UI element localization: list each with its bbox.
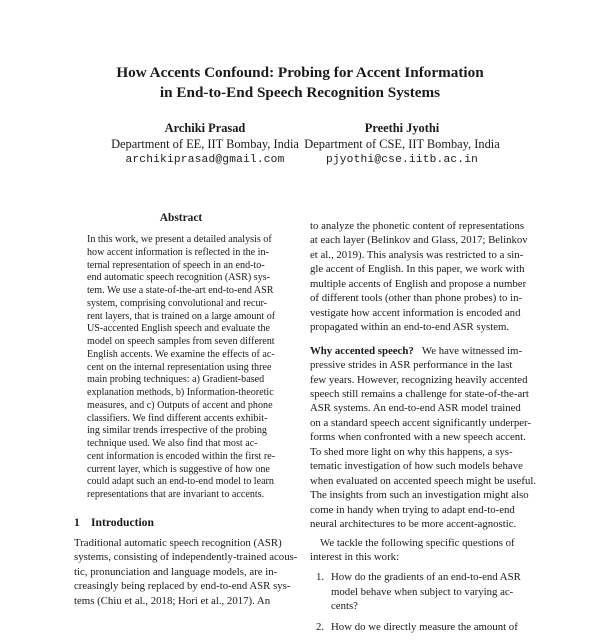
- body-line: The insights from such an investigation might also: [310, 489, 529, 502]
- introduction-line: systems, consisting of independently-trained acous-: [74, 551, 298, 564]
- abstract-body: [87, 234, 278, 502]
- abstract-line: representations that are invariant to accents.: [87, 489, 265, 500]
- questions-intro-paragraph: [310, 536, 530, 565]
- introduction-line: creasingly being replaced by end-to-end ASR sys-: [74, 580, 291, 593]
- abstract-line: rent layers, that is trained on a large amount of: [87, 310, 276, 322]
- body-line: To shed more light on why this happens, a sys-: [310, 445, 513, 458]
- body-line: on a standard speech accent significantly underper-: [310, 416, 532, 429]
- abstract-line: cent on the internal representation using three: [87, 361, 272, 373]
- introduction-heading: [74, 516, 288, 530]
- body-line: speech still remains a challenge for state-of-the-art: [310, 387, 529, 400]
- section-number: 1: [74, 515, 80, 529]
- section-title: Introduction: [91, 515, 154, 529]
- body-line: ASR systems. An end-to-end ASR model trained: [310, 402, 521, 415]
- abstract-line: ternal representation of speech in an end-to-: [87, 259, 265, 271]
- abstract-line: ing similar trends irrespective of the probing: [87, 425, 267, 437]
- abstract-line: how accent information is reflected in the in-: [87, 246, 269, 258]
- abstract-heading: Abstract: [159, 212, 203, 224]
- body-line: We tackle the following specific questions of: [320, 536, 515, 549]
- paper-title-line-2: in End-to-End Speech Recognition Systems: [159, 84, 441, 101]
- abstract-line: English accents. We examine the effects of ac-: [87, 348, 275, 360]
- body-line: forms when confronted with a new speech accent.: [310, 431, 526, 444]
- body-line: et al., 2019). This analysis was restricted to a sin-: [310, 248, 524, 261]
- questions-list: [310, 570, 530, 634]
- author-email[interactable]: archikiprasad@gmail.com: [125, 154, 285, 166]
- abstract-line: US-accented English speech and evaluate the: [87, 323, 271, 335]
- list-item: [310, 620, 530, 634]
- abstract-line: cent information is encoded within the first re-: [87, 450, 276, 462]
- body-line: come in handy when trying to adapt end-to-end: [310, 503, 515, 516]
- body-line: propagated within an end-to-end ASR system.: [310, 321, 510, 334]
- abstract-line: end automatic speech recognition (ASR) sys-: [87, 272, 271, 284]
- abstract-line: tem. We use a state-of-the-art end-to-end ASR: [87, 285, 274, 296]
- abstract-line: model on speech samples from seven different: [87, 336, 275, 347]
- author-block-1: [100, 120, 310, 168]
- list-item-line: How do the gradients of an end-to-end ASR: [331, 571, 521, 584]
- body-line: at each layer (Belinkov and Glass, 2017; Belinkov: [310, 234, 528, 247]
- abstract-line: In this work, we present a detailed analysis of: [87, 234, 272, 245]
- introduction-line: tic, pronunciation and language models, are in-: [74, 565, 278, 578]
- abstract-line: main probing techniques: a) Gradient-based: [87, 374, 265, 386]
- body-line: vestigate how accent information is encoded and: [310, 306, 521, 319]
- body-line: multiple accents of English and propose a number: [310, 277, 527, 290]
- body-text: We have witnessed im-: [421, 344, 523, 357]
- author-name: Preethi Jyothi: [364, 121, 440, 135]
- body-line: few years. However, recognizing heavily accented: [310, 373, 528, 386]
- list-marker: 2.: [316, 620, 325, 633]
- body-line: of different tools (other than phone probes) to in-: [310, 292, 523, 305]
- body-line: pressive strides in ASR performance in the last: [310, 359, 513, 372]
- body-line: neural architectures to be more accent-agnostic.: [310, 518, 517, 531]
- author-email[interactable]: pjyothi@cse.iitb.ac.in: [325, 154, 479, 166]
- abstract-line: measures, and c) Outputs of accent and phone: [87, 399, 273, 411]
- abstract-line: classifiers. We find different accents exhibit-: [87, 412, 268, 424]
- introduction-line: tems (Chiu et al., 2018; Hori et al., 2017). An: [74, 594, 271, 607]
- abstract-line: system, comprising convolutional and recur-: [87, 297, 268, 309]
- introduction-line: Traditional automatic speech recognition (ASR): [74, 536, 282, 549]
- list-item: [310, 570, 530, 613]
- author-block-2: [300, 120, 504, 168]
- why-accented-speech-paragraph: [310, 344, 537, 532]
- author-name: Archiki Prasad: [164, 121, 246, 135]
- author-affiliation: Department of CSE, IIT Bombay, India: [304, 137, 500, 151]
- author-affiliation: Department of EE, IIT Bombay, India: [111, 137, 299, 151]
- abstract-line: explanation methods, b) Information-theoretic: [87, 387, 274, 398]
- abstract-line: could adapt such an end-to-end model to learn: [87, 476, 274, 488]
- list-item-line: model behave when subject to varying ac-: [331, 585, 514, 598]
- introduction-body: [74, 536, 298, 608]
- abstract-line: current layer, which is suggestive of how one: [87, 463, 270, 475]
- list-marker: 1.: [316, 571, 325, 584]
- body-line: gle accent of English. In this paper, we work with: [310, 263, 525, 276]
- paper-title-line-1: How Accents Confound: Probing for Accent Information: [116, 64, 484, 81]
- list-item-line: cents?: [331, 600, 358, 613]
- related-work-paragraph: [310, 219, 530, 335]
- right-column: [310, 219, 537, 640]
- paragraph-lead: Why accented speech?: [310, 344, 414, 357]
- body-line: to analyze the phonetic content of representations: [310, 220, 525, 232]
- body-line: when evaluated on accented speech might be useful.: [310, 474, 537, 487]
- left-column: [74, 211, 298, 608]
- list-item-line: How do we directly measure the amount of: [331, 620, 518, 633]
- abstract-line: technique used. We also find that most ac-: [87, 438, 258, 449]
- paper-title: [0, 63, 600, 103]
- body-line: interest in this work:: [310, 550, 400, 563]
- body-line: [310, 344, 530, 358]
- body-line: tematic investigation of how such models behave: [310, 460, 523, 473]
